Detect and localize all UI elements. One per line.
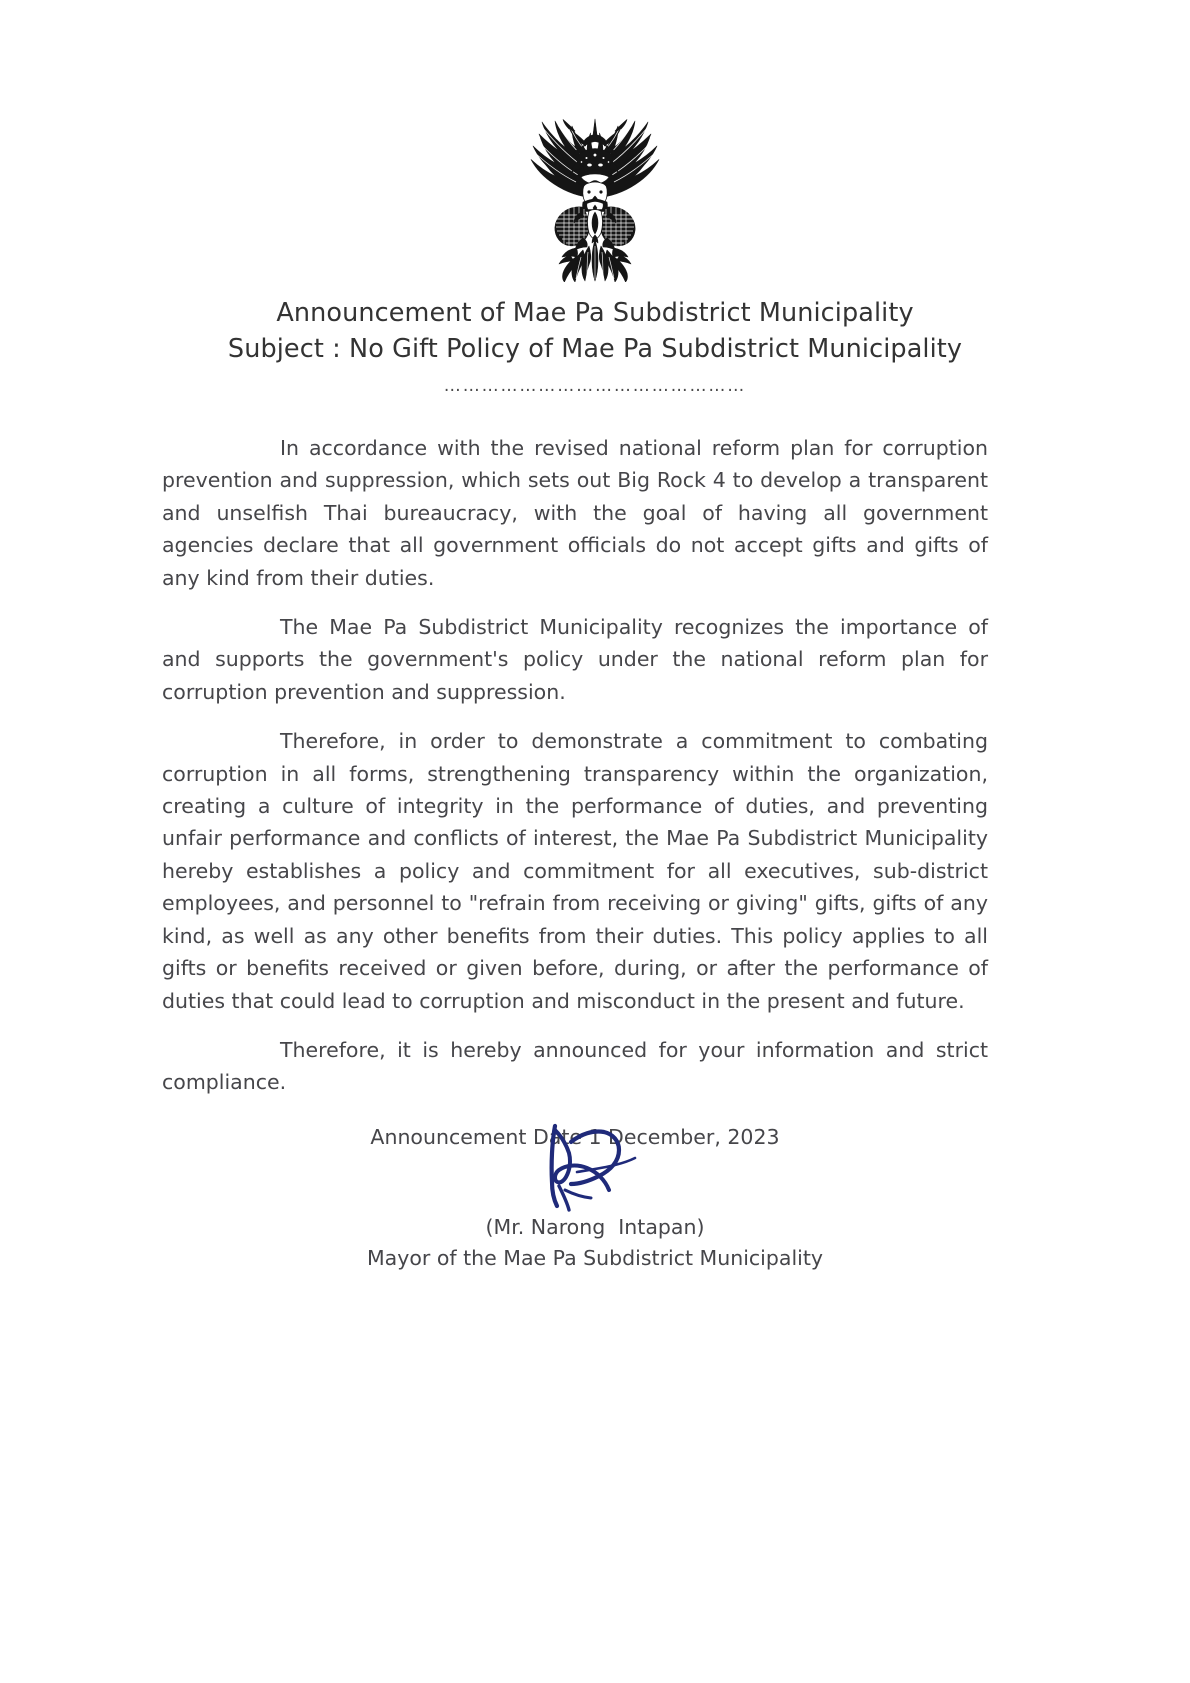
document-subject: Subject : No Gift Policy of Mae Pa Subdistrict Municipality [227, 334, 963, 364]
thai-garuda-emblem [520, 112, 670, 282]
page-title: Announcement of Mae Pa Subdistrict Municipality [276, 298, 914, 328]
document-body [162, 432, 988, 1153]
signer-role: Mayor of the Mae Pa Subdistrict Municipality [366, 1246, 824, 1270]
dotted-divider: ………………………………………… [443, 376, 747, 396]
signature-block [0, 1120, 1190, 1274]
heading-block [0, 295, 1190, 399]
announcement-date: Announcement Date 1 December, 2023 [370, 1124, 780, 1149]
handwritten-signature-icon [535, 1120, 655, 1212]
body-paragraph-2: The Mae Pa Subdistrict Municipality recognizes the importance of and supports the government's policy under the national reform plan for corruption prevention and suppression. [162, 615, 988, 704]
closing-statement: Therefore, it is hereby announced for your information and strict compliance. [162, 1037, 988, 1095]
body-paragraph-1: In accordance with the revised national reform plan for corruption prevention and suppression, which sets out Big Rock 4 to develop a transparent and unselfish Thai bureaucracy, with the goal of having all government agencies declare that all government officials do not accept gifts and gifts of any kind from their duties. [162, 436, 988, 590]
signer-name: (Mr. Narong Intapan) [485, 1215, 705, 1239]
signature-mark-container [245, 1120, 945, 1212]
body-paragraph-3: Therefore, in order to demonstrate a commitment to combating corruption in all forms, strengthening transparency within the organization, creating a culture of integrity in the performance of duties, and preventing unfair performance and conflicts of interest, the Mae Pa Subdistrict Municipality hereby establishes a policy and commitment for all executives, sub-district employees, and personnel to "refrain from receiving or giving" gifts, gifts of any kind, as well as any other benefits from their duties. This policy applies to all gifts or benefits received or given before, during, or after the performance of duties that could lead to corruption and misconduct in the present and future. [162, 729, 988, 1013]
emblem-container [0, 112, 1190, 286]
